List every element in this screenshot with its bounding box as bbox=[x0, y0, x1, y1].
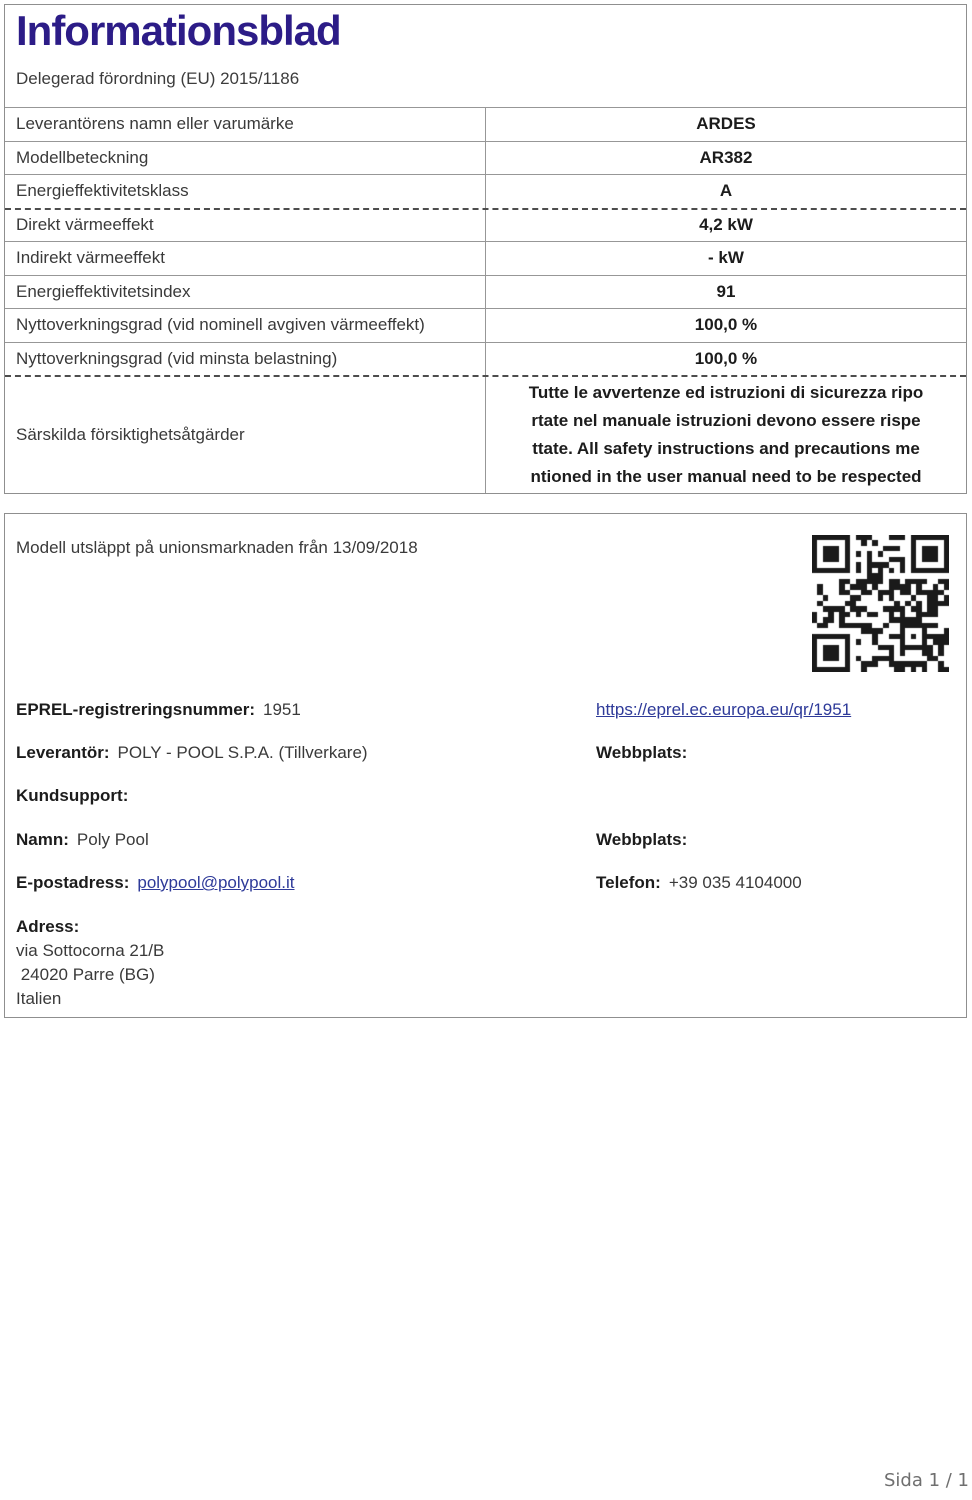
address-line: Italien bbox=[16, 989, 62, 1008]
row-label: Energieffektivitetsindex bbox=[5, 276, 486, 309]
row-value: A bbox=[719, 181, 733, 201]
email-line bbox=[16, 873, 295, 893]
precautions-text-line: ttate. All safety instructions and precautions me bbox=[532, 439, 920, 458]
address-line: 24020 Parre (BG) bbox=[16, 965, 155, 984]
table-row bbox=[5, 275, 966, 309]
phone-label: Telefon: bbox=[596, 873, 661, 892]
row-label: Särskilda försiktighetsåtgärder bbox=[5, 377, 486, 493]
table-row bbox=[5, 241, 966, 275]
table-row bbox=[5, 174, 966, 208]
regulation-subtitle: Delegerad förordning (EU) 2015/1186 bbox=[16, 69, 300, 88]
phone-line bbox=[596, 873, 802, 893]
supplier-label: Leverantör: bbox=[16, 743, 110, 762]
row-label: Leverantörens namn eller varumärke bbox=[5, 108, 486, 141]
name-label: Namn: bbox=[16, 830, 69, 849]
row-value: 91 bbox=[716, 281, 736, 301]
precautions-text-line: Tutte le avvertenze ed istruzioni di sicurezza ripo bbox=[528, 383, 924, 402]
precautions-text-line: ntioned in the user manual need to be respected bbox=[530, 467, 922, 486]
table-row bbox=[5, 141, 966, 175]
row-value: AR382 bbox=[699, 147, 753, 167]
row-label: Indirekt värmeeffekt bbox=[5, 242, 486, 275]
address-line-label bbox=[16, 917, 87, 937]
row-label: Nyttoverkningsgrad (vid minsta belastning) bbox=[5, 343, 486, 376]
row-value: 4,2 kW bbox=[699, 215, 753, 235]
datasheet-box bbox=[4, 4, 967, 494]
eprel-link[interactable]: https://eprel.ec.europa.eu/qr/1951 bbox=[596, 700, 852, 719]
website-label: Webbplats: bbox=[596, 830, 688, 849]
row-value: ARDES bbox=[696, 114, 756, 134]
supplier-value: POLY - POOL S.P.A. (Tillverkare) bbox=[117, 743, 368, 762]
row-value: 100,0 % bbox=[694, 315, 758, 335]
precautions-text-line: rtate nel manuale istruzioni devono essere rispe bbox=[531, 411, 921, 430]
email-link[interactable]: polypool@polypool.it bbox=[137, 873, 295, 892]
support-label: Kundsupport: bbox=[16, 786, 129, 805]
market-date-text: Modell utsläppt på unionsmarknaden från 13/09/2018 bbox=[16, 538, 418, 557]
phone-value: +39 035 4104000 bbox=[668, 873, 802, 892]
row-value: 100,0 % bbox=[694, 348, 758, 368]
row-label: Direkt värmeeffekt bbox=[5, 210, 486, 242]
eprel-label: EPREL-registreringsnummer: bbox=[16, 700, 255, 719]
row-label: Nyttoverkningsgrad (vid nominell avgiven värmeeffekt) bbox=[5, 309, 486, 342]
eprel-link-wrap bbox=[596, 700, 851, 720]
support-line bbox=[16, 786, 136, 806]
supplier-line bbox=[16, 743, 368, 763]
website-line bbox=[596, 743, 695, 763]
precautions-text bbox=[486, 377, 966, 493]
table-row bbox=[5, 107, 966, 141]
table-row bbox=[5, 308, 966, 342]
website2-line bbox=[596, 830, 695, 850]
eprel-value: 1951 bbox=[263, 700, 301, 719]
row-label: Energieffektivitetsklass bbox=[5, 175, 486, 208]
website-label: Webbplats: bbox=[596, 743, 688, 762]
row-value: - kW bbox=[708, 248, 744, 268]
address-line: via Sottocorna 21/B bbox=[16, 941, 165, 960]
supplier-info-box bbox=[4, 513, 967, 1018]
table-row bbox=[5, 208, 966, 242]
table-row-precautions bbox=[5, 375, 966, 493]
table-row bbox=[5, 342, 966, 376]
page-number: Sida 1 / 1 bbox=[883, 1470, 969, 1491]
row-label: Modellbeteckning bbox=[5, 142, 486, 175]
clipped-title-fragment bbox=[14, 0, 614, 4]
name-line bbox=[16, 830, 149, 850]
eprel-line bbox=[16, 700, 301, 720]
datasheet-table bbox=[5, 107, 966, 493]
page-title: Informationsblad bbox=[16, 7, 341, 54]
address-label: Adress: bbox=[16, 917, 80, 936]
name-value: Poly Pool bbox=[76, 830, 149, 849]
qr-code-icon bbox=[812, 535, 949, 672]
email-label: E-postadress: bbox=[16, 873, 130, 892]
